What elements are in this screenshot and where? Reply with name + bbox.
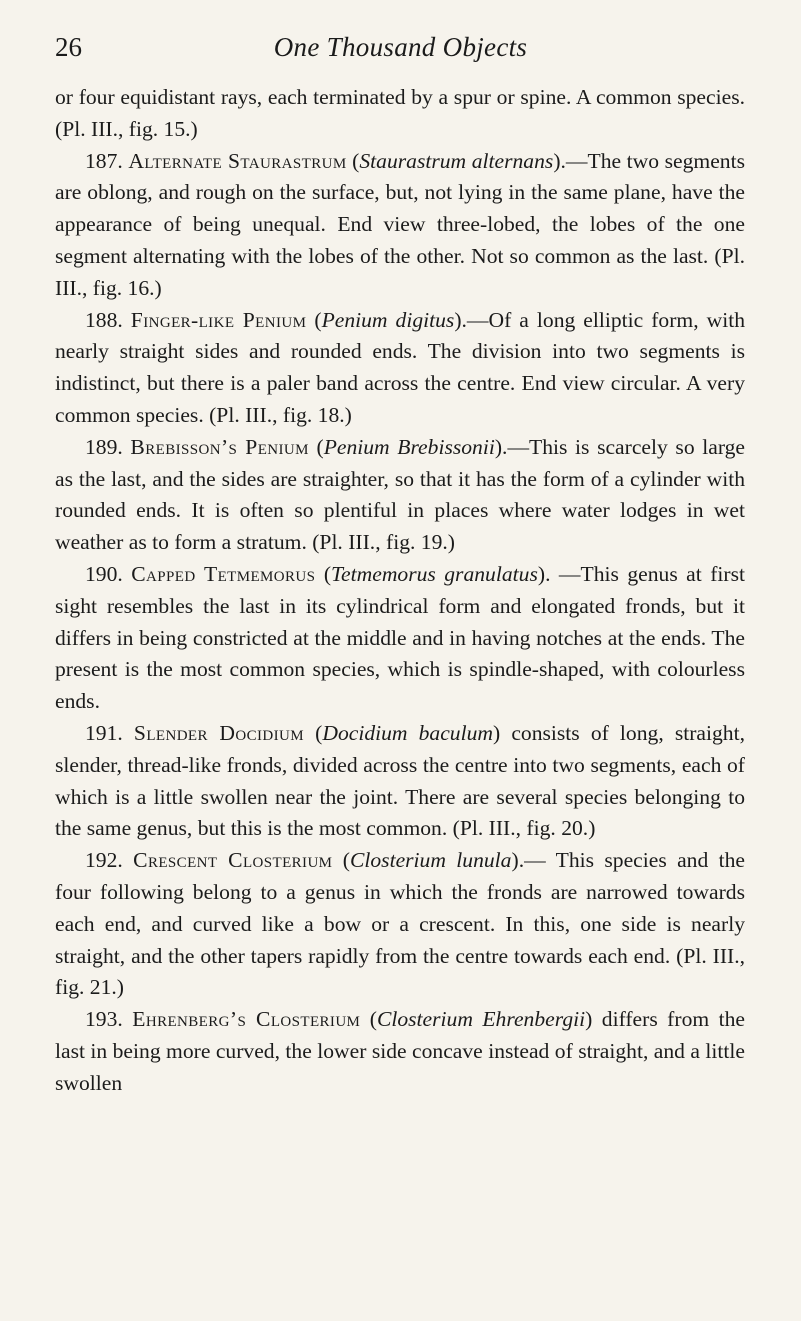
entry-190: 190. Capped Tetmemorus (Tetmemorus granulatus). —This genus at first sight resembles the last in its cylindrical form and elongated fronds, but it differs in being constricted at the middle and in having notches at the ends. The present is the most common species, which is spindle-shaped, with colourless ends.	[55, 561, 745, 714]
entry-name: Brebisson’s Penium	[130, 434, 309, 459]
latin-name: Staurastrum alternans	[359, 148, 554, 173]
latin-name: Closterium Ehrenbergii	[376, 1007, 586, 1032]
entry-189: 189. Brebisson’s Penium (Penium Brebissonii).—This is scarcely so large as the last, and the sides are straighter, so that it has the form of a cylinder with rounded ends. It is often so plentiful in places where water lodges in wet weather as to form a stratum. (Pl. III., fig. 19.)	[55, 434, 745, 555]
latin-name: Docidium baculum	[322, 720, 493, 745]
latin-name: Closterium lunula	[349, 848, 512, 873]
page-header	[55, 32, 746, 72]
latin-name: Penium digitus	[321, 307, 455, 332]
page-body	[55, 82, 745, 1100]
entry-187: 187. Alternate Staurastrum (Staurastrum alternans).—The two segments are oblong, and rough on the surface, but, not lying in the same plane, have the appearance of being unequal. End view three-lobed, the lobes of the one segment alternating with the lobes of the other. Not so common as the last. (Pl. III., fig. 16.)	[55, 148, 746, 300]
entry-193: 193. Ehrenberg’s Closterium (Closterium Ehrenbergii) differs from the last in being more curved, the lower side concave instead of straight, and a little swollen	[55, 1007, 745, 1095]
entry-188: 188. Finger-like Penium (Penium digitus).—Of a long elliptic form, with nearly straight sides and rounded ends. The division into two segments is indistinct, but there is a paler band across the centre. End view circular. A very common species. (Pl. III., fig. 18.)	[55, 307, 746, 427]
entry-name: Slender Docidium	[133, 720, 305, 745]
entry-192: 192. Crescent Closterium (Closterium lunula).— This species and the four following belong to a genus in which the fronds are narrowed towards each end, and curved like a bow or a crescent. In this, one side is nearly straight, and the other tapers rapidly from the centre towards each end. (Pl. III., fig. 21.)	[55, 848, 745, 1000]
entry-name: Crescent Closterium	[133, 848, 333, 873]
entry-name: Finger-like Penium	[130, 307, 307, 332]
latin-name: Tetmemorus granulatus	[331, 561, 538, 586]
running-title: One Thousand Objects	[273, 32, 528, 62]
paragraph-continuation: or four equidistant rays, each terminated by a spur or spine. A common species. (Pl. III., fig. 15.)	[55, 85, 745, 141]
entry-name: Alternate Staurastrum	[128, 148, 347, 173]
latin-name: Penium Brebissonii	[323, 434, 495, 459]
entry-name: Ehrenberg’s Closterium	[132, 1007, 361, 1032]
entry-name: Capped Tetmemorus	[131, 561, 316, 586]
entry-191: 191. Slender Docidium (Docidium baculum) consists of long, straight, slender, thread-like fronds, divided across the centre into two segments, each of which is a little swollen near the joint. There are several species belonging to the same genus, but this is the most common. (Pl. III., fig. 20.)	[55, 720, 745, 841]
page-number: 26	[55, 32, 82, 62]
